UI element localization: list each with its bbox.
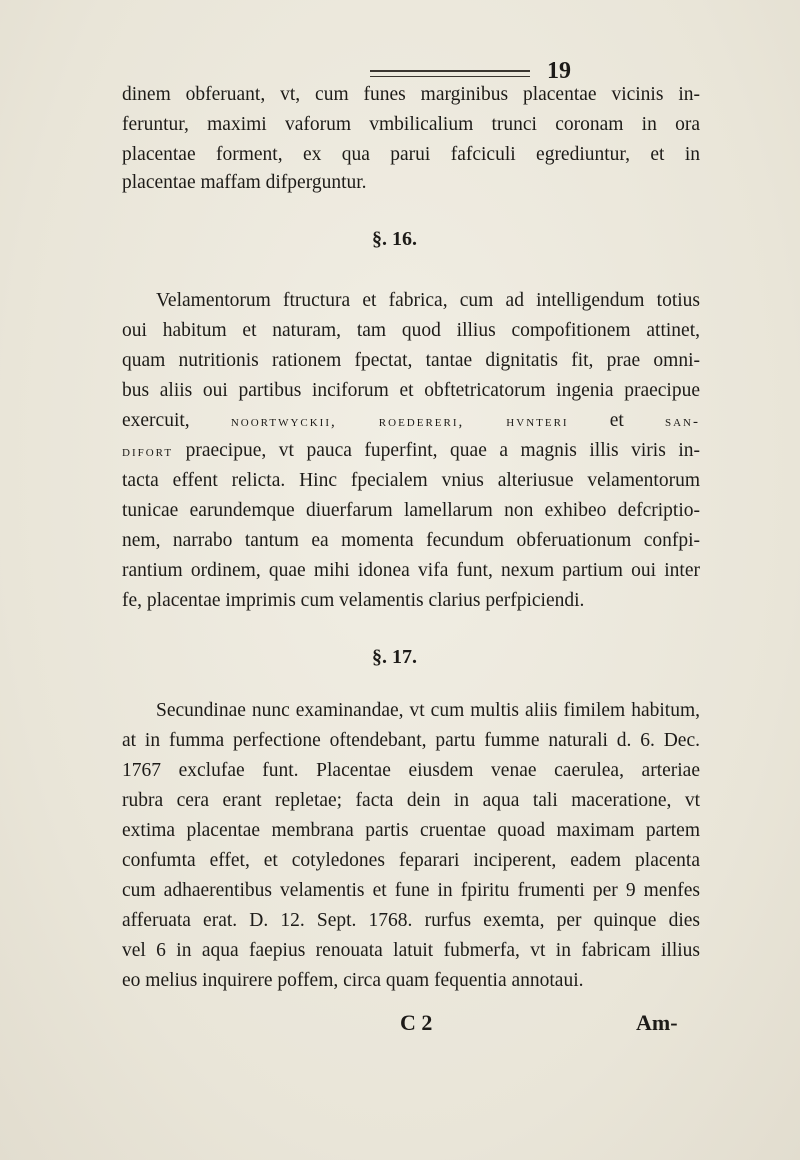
text-line: difort praecipue, vt pauca fuperfint, quae a magnis illis viris in- (122, 440, 700, 461)
author-name: difort (122, 444, 174, 460)
header-rule (370, 70, 530, 77)
page-number: 19 (547, 58, 571, 84)
text-line: cum adhaerentibus velamentis et fune in fpiritu frumenti per 9 menfes (122, 880, 700, 901)
section-heading-17: §. 17. (372, 646, 417, 668)
text-line: eo melius inquirere poffem, circa quam fequentia annotaui. (122, 970, 584, 991)
text-line: at in fumma perfectione oftendebant, partu fumme naturali d. 6. Dec. (122, 730, 700, 751)
text-line: feruntur, maximi vaforum vmbilicalium trunci coronam in ora (122, 114, 700, 135)
text-line: placentae forment, ex qua parui fafciculi egrediuntur, et in (122, 144, 700, 165)
text-line: extima placentae membrana partis cruentae quoad maximam partem (122, 820, 700, 841)
author-names: noortwyckii, roedereri, hvnteri (230, 414, 569, 430)
section-heading-16: §. 16. (372, 228, 417, 250)
text-line: placentae maffam difperguntur. (122, 172, 367, 193)
text-line: dinem obferuant, vt, cum funes marginibus placentae vicinis in- (122, 84, 700, 105)
text-line: fe, placentae imprimis cum velamentis clarius perfpiciendi. (122, 590, 585, 611)
text-line: Velamentorum ftructura et fabrica, cum ad intelligendum totius (156, 290, 700, 311)
text-line: rantium ordinem, quae mihi idonea vifa funt, nexum partium oui inter (122, 560, 700, 581)
text-line: tacta effent relicta. Hinc fpecialem vnius alteriusue velamentorum (122, 470, 700, 491)
signature-mark: C 2 (400, 1010, 433, 1035)
text-line: quam nutritionis rationem fpectat, tantae dignitatis fit, prae omni- (122, 350, 700, 371)
text-line: rubra cera erant repletae; facta dein in aqua tali maceratione, vt (122, 790, 700, 811)
text-line: vel 6 in aqua faepius renouata latuit fubmerfa, vt in fabricam illius (122, 940, 700, 961)
text-line: confumta effet, et cotyledones feparari inciperent, eadem placenta (122, 850, 700, 871)
text-line: afferuata erat. D. 12. Sept. 1768. rurfus exemta, per quinque dies (122, 910, 700, 931)
text-line: exercuit, noortwyckii, roedereri, hvnteri et san- (122, 410, 700, 431)
text-line: Secundinae nunc examinandae, vt cum multis aliis fimilem habitum, (156, 700, 700, 721)
catchword: Am- (636, 1010, 678, 1035)
text-line: oui habitum et naturam, tam quod illius compofitionem attinet, (122, 320, 700, 341)
text-line: nem, narrabo tantum ea momenta fecundum obferuationum confpi- (122, 530, 700, 551)
text-line: 1767 exclufae funt. Placentae eiusdem venae caerulea, arteriae (122, 760, 700, 781)
text-line: bus aliis oui partibus inciforum et obftetricatorum ingenia praecipue (122, 380, 700, 401)
text-line: tunicae earundemque diuerfarum lamellarum non exhibeo defcriptio- (122, 500, 700, 521)
